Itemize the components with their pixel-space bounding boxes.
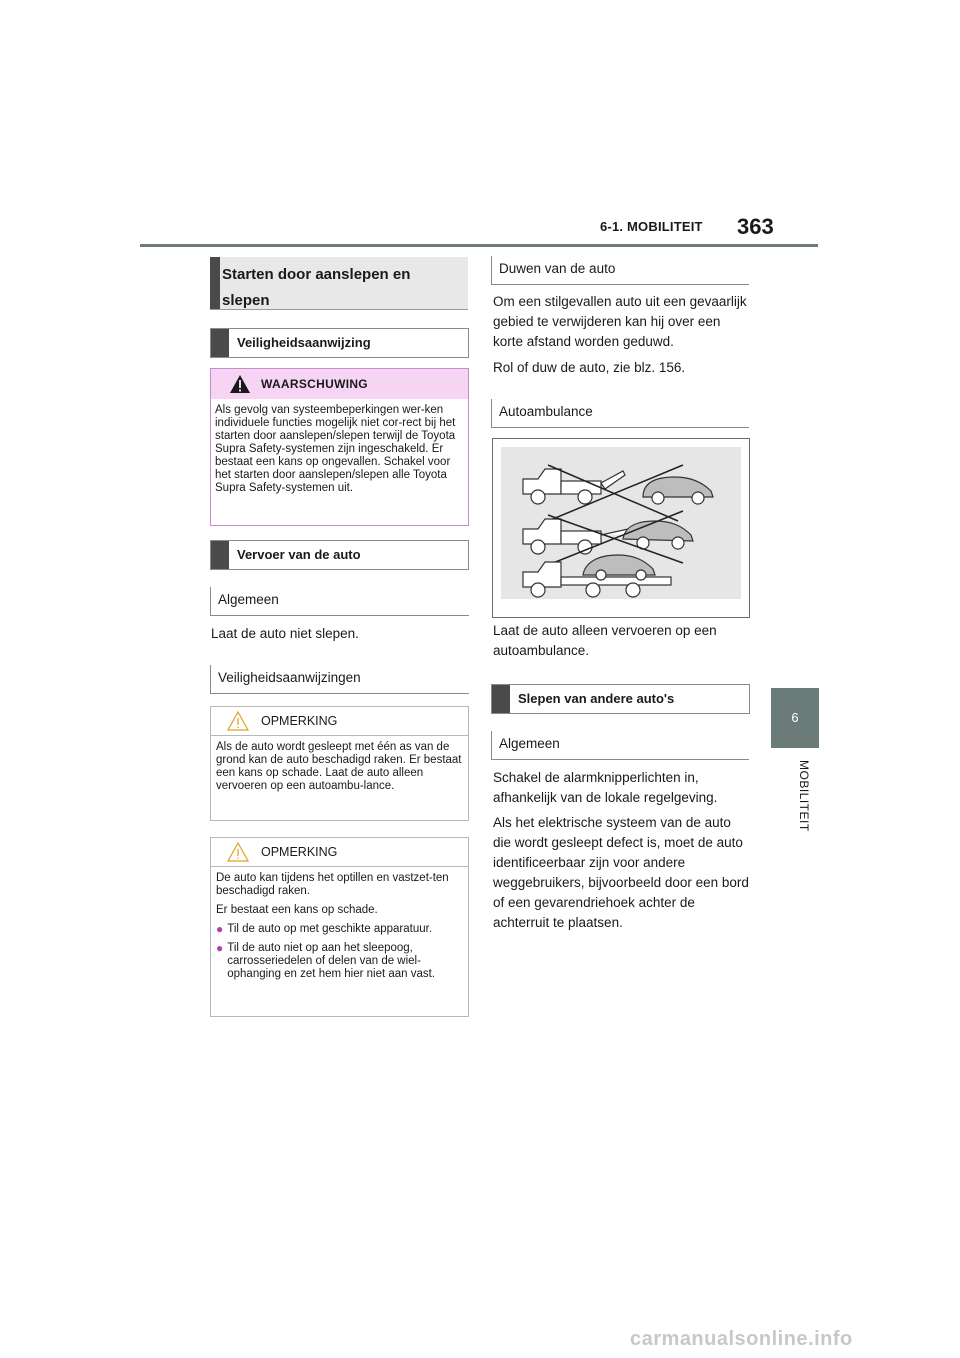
ambulance-heading: Autoambulance xyxy=(499,404,593,419)
tow-other-heading-box xyxy=(491,684,750,714)
general-heading-right: Algemeen xyxy=(499,736,560,751)
main-heading: Starten door aanslepen en slepen xyxy=(222,266,411,309)
push-heading-box xyxy=(491,256,749,285)
watermark: carmanualsonline.info xyxy=(630,1328,853,1350)
warning-triangle-icon xyxy=(229,374,251,394)
general-text: Laat de auto niet slepen. xyxy=(211,626,359,641)
push-text-2: Rol of duw de auto, zie blz. 156. xyxy=(493,360,686,375)
general-text-right-2: Als het elektrische systeem van de auto die wordt gesleept defect is, moet de auto identificeerbaar zijn voor andere weggebruikers, bijvoorbeeld door een bord of een gevarendriehoek achter de achterruit te plaatsen. xyxy=(493,815,749,930)
general-heading: Algemeen xyxy=(218,592,279,607)
general-heading-box xyxy=(210,587,469,616)
note-box-1 xyxy=(210,706,469,821)
general-text-right-1: Schakel de alarmknipperlichten in, afhankelijk van de lokale regelgeving. xyxy=(493,770,718,805)
note2-para1: De auto kan tijdens het optillen en vastzet-ten beschadigd raken. xyxy=(216,872,449,897)
note-box-2 xyxy=(210,837,469,1017)
tow-truck-figure xyxy=(493,439,749,617)
ambulance-heading-box xyxy=(491,399,749,428)
header-rule xyxy=(140,244,818,247)
transport-heading: Vervoer van de auto xyxy=(237,547,361,562)
safety-heading: Veiligheidsaanwijzing xyxy=(237,335,371,350)
general-heading-right-box xyxy=(491,731,749,760)
main-heading-box xyxy=(210,257,468,310)
bullet-dot-icon: ● xyxy=(216,941,224,955)
note1-text: Als de auto wordt gesleept met één as van de grond kan de auto beschadigd raken. Er bestaat een kans op schade. Laat de auto alleen vervoeren op een autoambu-lance. xyxy=(216,741,462,792)
chapter-label: MOBILITEIT xyxy=(797,760,811,832)
warning-title: WAARSCHUWING xyxy=(261,377,368,391)
note1-title: OPMERKING xyxy=(261,714,338,728)
warning-text: Als gevolg van systeembeperkingen wer-ken individuele functies mogelijk niet cor-rect bij het starten door aanslepen/slepen terwijl de Toyota Supra Safety-systemen zijn ingeschakeld. Er bestaat een kans op ongevallen. Schakel voor het starten door aanslepen/slepen alle Toyota Supra Safety-systemen uit. xyxy=(215,404,456,494)
note2-title: OPMERKING xyxy=(261,845,338,859)
bullet-dot-icon: ● xyxy=(216,922,224,936)
warning-box xyxy=(210,368,469,526)
safety-sub-heading-box xyxy=(210,665,469,694)
section-title: 6-1. MOBILITEIT xyxy=(600,219,703,234)
chapter-tab[interactable]: 6 xyxy=(771,688,819,748)
towing-illustration xyxy=(492,438,750,618)
note2-bullet-1: ● Til de auto op met geschikte apparatuur. xyxy=(216,922,433,936)
tow-other-heading: Slepen van andere auto's xyxy=(518,691,675,706)
page-number: 363 xyxy=(737,214,774,239)
caution-triangle-icon xyxy=(227,842,249,862)
caution-triangle-icon xyxy=(227,711,249,731)
push-heading: Duwen van de auto xyxy=(499,261,616,276)
push-text-1: Om een stilgevallen auto uit een gevaarlijk gebied te verwijderen kan hij over een korte afstand worden geduwd. xyxy=(493,294,747,349)
safety-sub-heading: Veiligheidsaanwijzingen xyxy=(218,670,361,685)
ambulance-text: Laat de auto alleen vervoeren op een autoambulance. xyxy=(493,623,717,658)
note2-para2: Er bestaat een kans op schade. xyxy=(216,904,378,916)
safety-heading-box xyxy=(210,328,469,358)
note2-bullet-2: ● Til de auto niet op aan het sleepoog, carrosseriedelen of delen van de wiel-ophanging en zet hem hier niet aan vast. xyxy=(216,941,436,980)
transport-heading-box xyxy=(210,540,469,570)
